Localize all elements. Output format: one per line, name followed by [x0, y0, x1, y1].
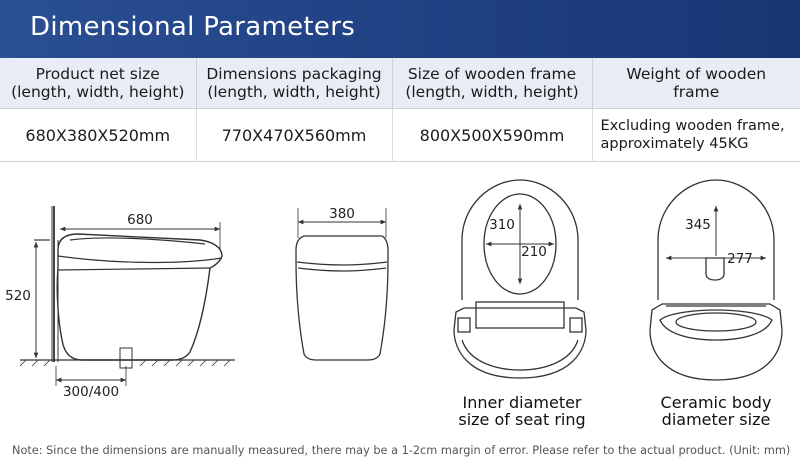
value-wooden-frame-weight: Excluding wooden frame, approximately 45KG: [592, 109, 800, 162]
title-banner: [0, 0, 800, 58]
seat-length-label: 310: [489, 217, 515, 233]
seat-ring-drawing: [454, 180, 586, 378]
value-product-net-size: 680X380X520mm: [0, 109, 196, 162]
front-view-drawing: [296, 208, 388, 360]
seat-width-label: 210: [521, 244, 547, 260]
header-packaging-dimensions: Dimensions packaging (length, width, height): [196, 58, 392, 109]
side-length-label: 680: [127, 212, 153, 228]
seat-ring-caption: Inner diameter size of seat ring: [458, 393, 586, 429]
value-packaging-dimensions: 770X470X560mm: [196, 109, 392, 162]
front-width-label: 380: [329, 206, 355, 222]
table-row: [0, 109, 800, 162]
ceramic-width-label: 277: [727, 251, 753, 267]
page-title: Dimensional Parameters: [30, 12, 356, 42]
rough-in-label: 300/400: [62, 384, 120, 400]
ceramic-body-caption: Ceramic body diameter size: [660, 393, 772, 429]
header-wooden-frame-size: Size of wooden frame (length, width, height): [392, 58, 592, 109]
table-header-row: [0, 58, 800, 109]
side-view-drawing: [20, 206, 235, 386]
value-wooden-frame-size: 800X500X590mm: [392, 109, 592, 162]
parameters-table: [0, 58, 800, 162]
ceramic-length-label: 345: [685, 217, 711, 233]
footer-note: Note: Since the dimensions are manually measured, there may be a 1-2cm margin of error. Please refer to the actual product. (Unit: mm): [12, 444, 791, 457]
header-wooden-frame-weight: Weight of wooden frame: [592, 58, 800, 109]
side-height-label: 520: [5, 288, 31, 304]
ceramic-body-drawing: [650, 180, 782, 380]
header-product-net-size: Product net size (length, width, height): [0, 58, 196, 109]
